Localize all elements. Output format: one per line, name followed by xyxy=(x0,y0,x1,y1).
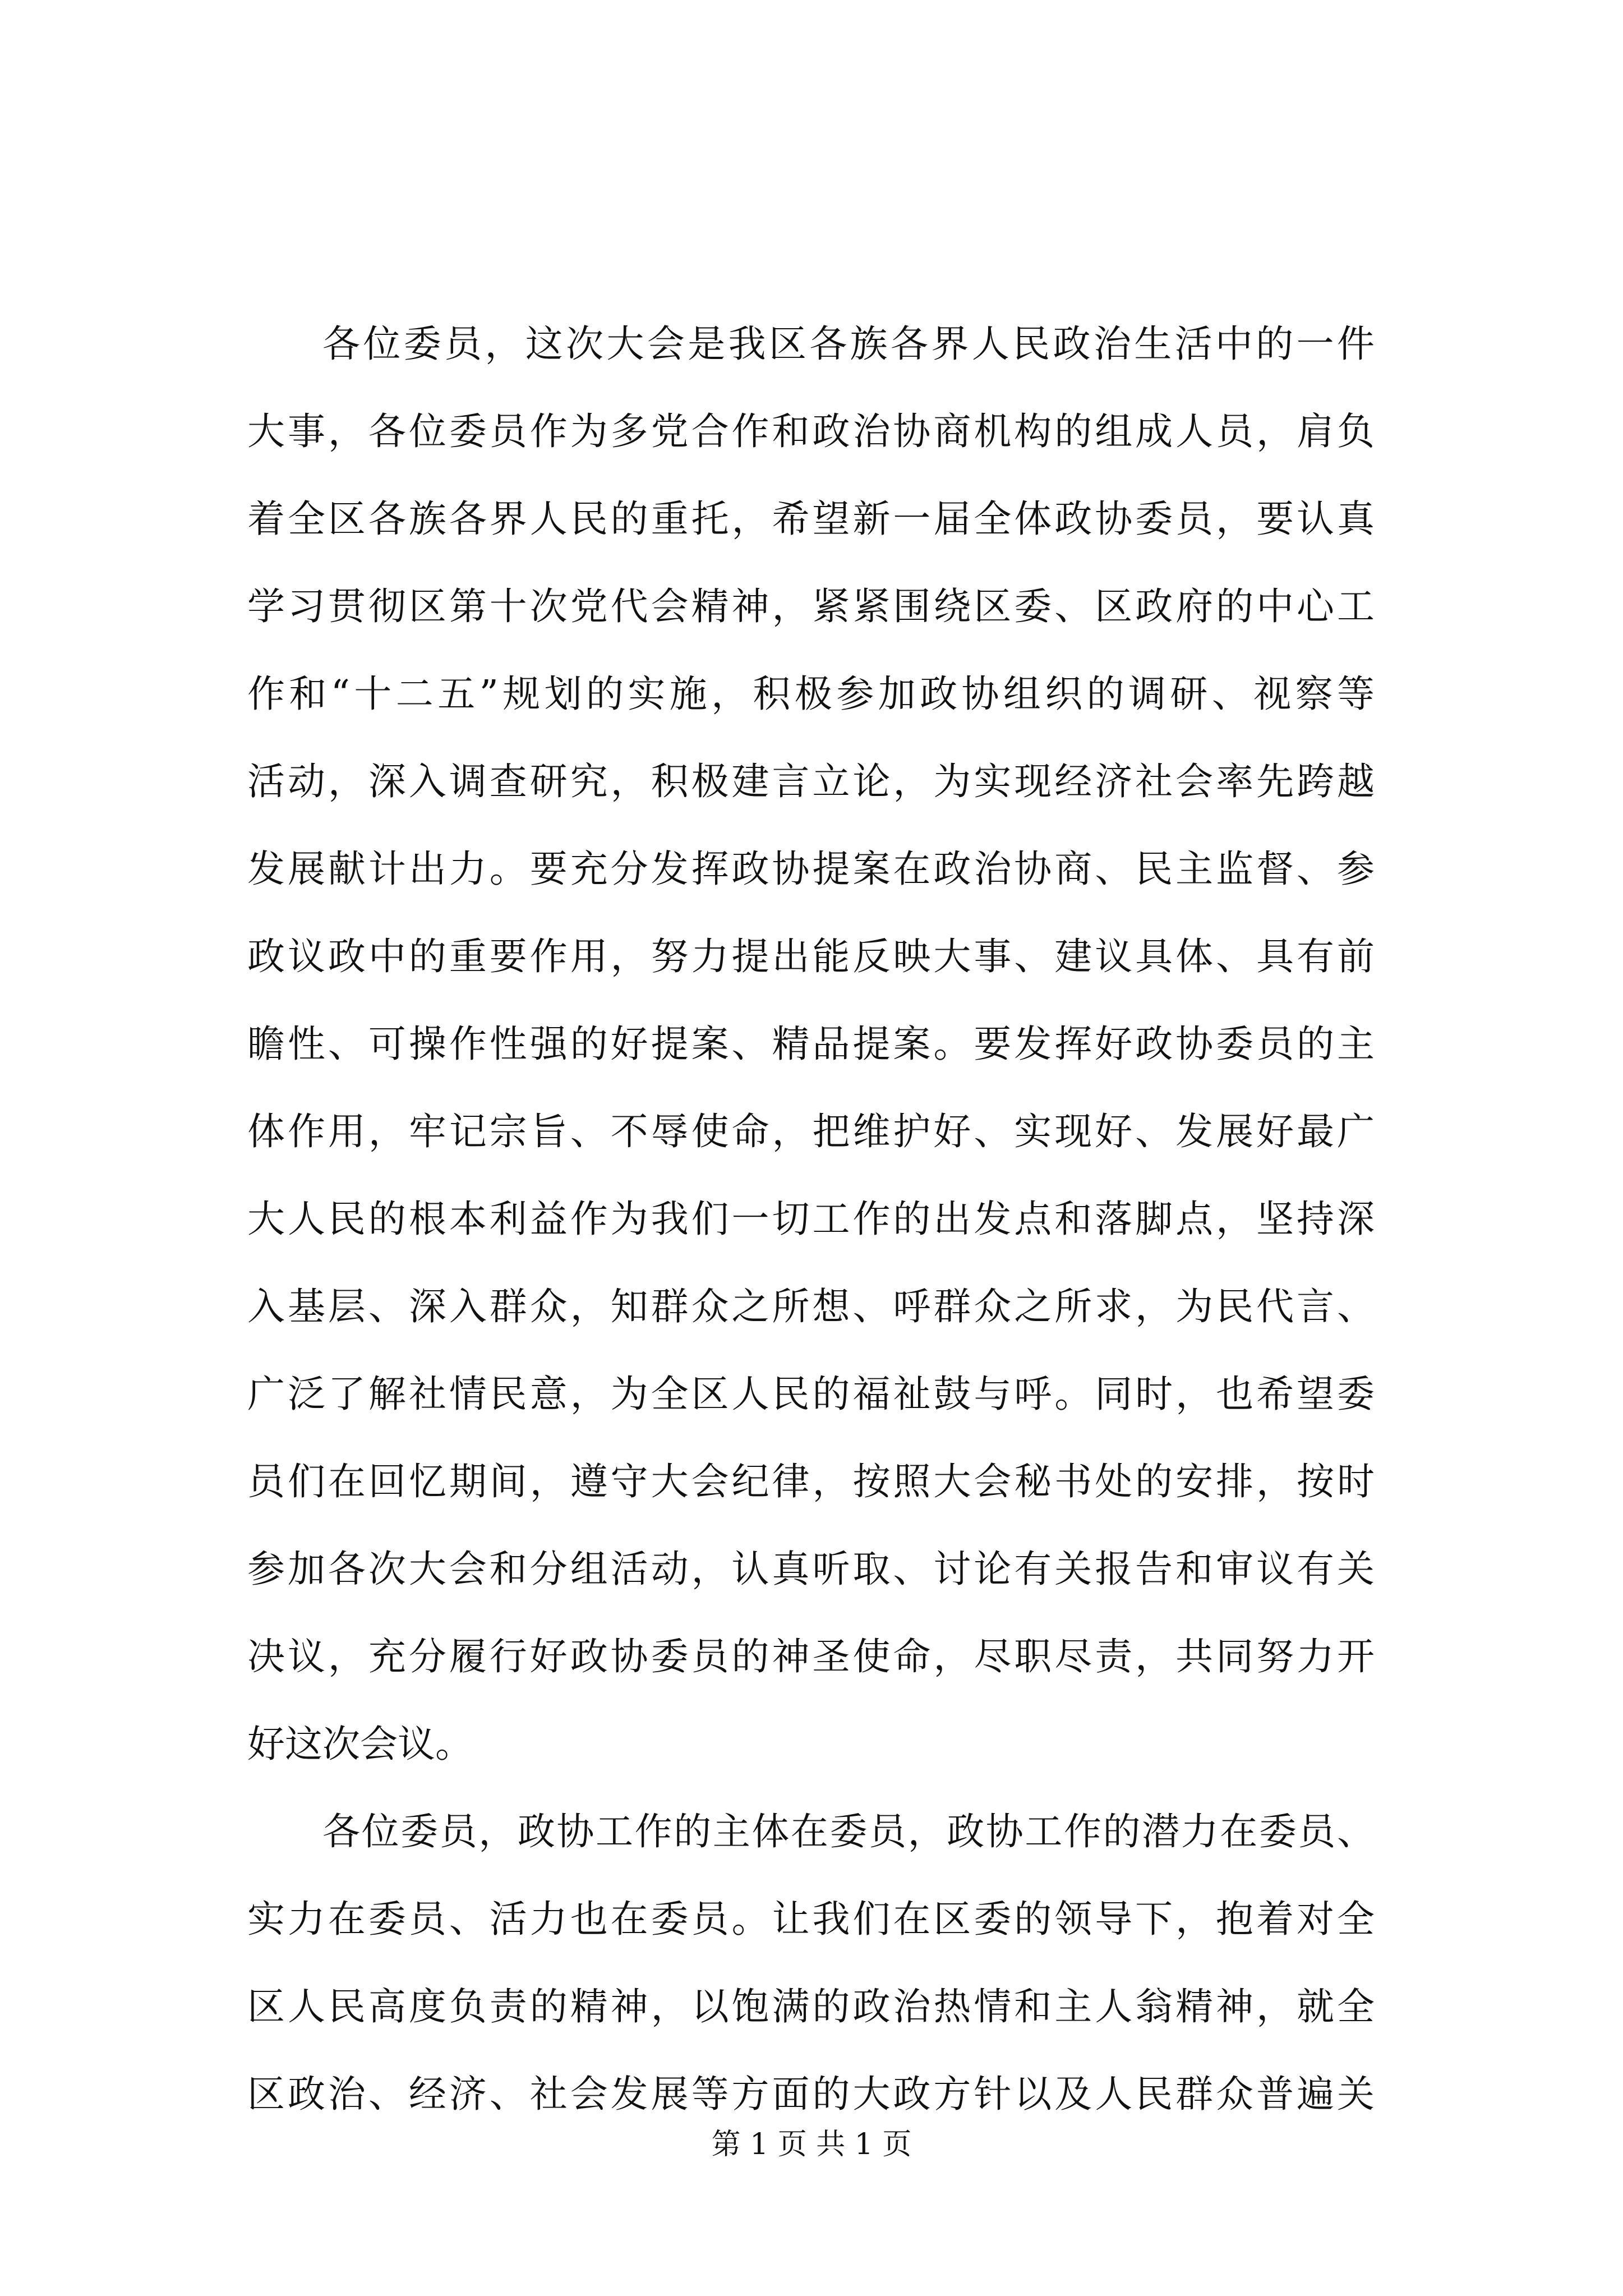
text-line: 各位委员，政协工作的主体在委员，政协工作的潜力在委员、 xyxy=(322,1810,1375,1853)
text-line: 好这次会议。 xyxy=(247,1722,473,1766)
text-line: 区政治、经济、社会发展等方面的大政方针以及人民群众普遍关 xyxy=(247,2072,1375,2116)
text-line: 体作用，牢记宗旨、不辱使命，把维护好、实现好、发展好最广 xyxy=(247,1110,1375,1153)
text-line: 各位委员，这次大会是我区各族各界人民政治生活中的一件 xyxy=(322,322,1375,366)
text-line: 政议政中的重要作用，努力提出能反映大事、建议具体、具有前 xyxy=(247,935,1375,978)
body-text xyxy=(247,300,1375,2138)
text-line: 区人民高度负责的精神，以饱满的政治热情和主人翁精神，就全 xyxy=(247,1985,1375,2028)
text-line: 发展献计出力。要充分发挥政协提案在政治协商、民主监督、参 xyxy=(247,847,1375,891)
text-line: 学习贯彻区第十次党代会精神，紧紧围绕区委、区政府的中心工 xyxy=(247,585,1375,628)
text-line: 参加各次大会和分组活动，认真听取、讨论有关报告和审议有关 xyxy=(247,1547,1375,1591)
text-line: 作和“十二五”规划的实施，积极参加政协组织的调研、视察等 xyxy=(247,672,1375,716)
text-line: 瞻性、可操作性强的好提案、精品提案。要发挥好政协委员的主 xyxy=(247,1022,1375,1066)
paragraph-2 xyxy=(247,1788,1375,2138)
text-line: 大人民的根本利益作为我们一切工作的出发点和落脚点，坚持深 xyxy=(247,1197,1375,1241)
text-line: 活动，深入调查研究，积极建言立论，为实现经济社会率先跨越 xyxy=(247,760,1375,803)
page-number-label: 第 1 页 共 1 页 xyxy=(711,2128,912,2161)
text-line: 实力在委员、活力也在委员。让我们在区委的领导下，抱着对全 xyxy=(247,1897,1375,1941)
text-line: 入基层、深入群众，知群众之所想、呼群众之所求，为民代言、 xyxy=(247,1285,1375,1328)
text-line: 员们在回忆期间，遵守大会纪律，按照大会秘书处的安排，按时 xyxy=(247,1460,1375,1503)
text-line: 决议，充分履行好政协委员的神圣使命，尽职尽责，共同努力开 xyxy=(247,1635,1375,1678)
text-line: 着全区各族各界人民的重托，希望新一届全体政协委员，要认真 xyxy=(247,497,1375,541)
text-line: 大事，各位委员作为多党合作和政治协商机构的组成人员，肩负 xyxy=(247,409,1375,453)
page-footer xyxy=(0,2125,1623,2164)
paragraph-1 xyxy=(247,300,1375,1788)
text-line: 广泛了解社情民意，为全区人民的福祉鼓与呼。同时，也希望委 xyxy=(247,1372,1375,1416)
